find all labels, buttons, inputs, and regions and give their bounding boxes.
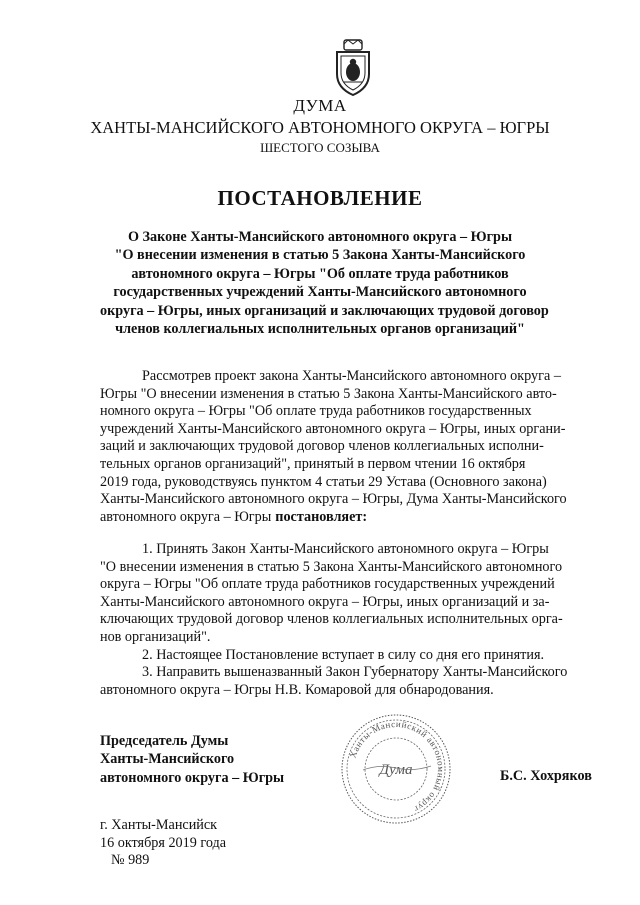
- signatory-name: Б.С. Хохряков: [500, 768, 592, 784]
- position-line: Председатель Думы: [100, 733, 229, 749]
- point-3-line: автономного округа – Югры Н.В. Комаровой для обнародования.: [100, 681, 494, 698]
- organ-name: ДУМА: [293, 96, 347, 115]
- point-2: 2. Настоящее Постановление вступает в силу со дня его принятия.: [142, 646, 545, 663]
- point-1-line: "О внесении изменения в статью 5 Закона Ханты-Мансийского автономного: [100, 558, 563, 575]
- point-1-line: 1. Принять Закон Ханты-Мансийского автономного округа – Югры: [142, 541, 549, 557]
- point-1-line: Ханты-Мансийского автономного округа – Югры, иных организаций и за-: [100, 593, 550, 610]
- subject-line: О Законе Ханты-Мансийского автономного округа – Югры: [127, 229, 513, 245]
- point-1-line: ключающих трудовой договор членов коллегиальных исполнительных орга-: [100, 611, 563, 628]
- resolves-keyword: постановляет:: [275, 508, 368, 525]
- document-subject: [100, 228, 549, 338]
- document-type-title: ПОСТАНОВЛЕНИЕ: [217, 186, 423, 210]
- subject-line: автономного округа – Югры "Об оплате труда работников: [131, 265, 509, 282]
- body-line: Рассмотрев проект закона Ханты-Мансийского автономного округа –: [142, 368, 561, 384]
- coat-of-arms-icon: [331, 38, 375, 98]
- body-line: Югры "О внесении изменения в статью 5 Закона Ханты-Мансийского авто-: [100, 385, 557, 402]
- point-1-line: округа – Югры "Об оплате труда работников государственных учреждений: [100, 576, 555, 593]
- body-line: номного округа – Югры "Об оплате труда работников государственных: [100, 403, 532, 420]
- subject-line: "О внесении изменения в статью 5 Закона Ханты-Мансийского: [114, 247, 526, 264]
- resolution-points: [100, 541, 604, 699]
- convocation: ШЕСТОГО СОЗЫВА: [260, 140, 380, 155]
- subject-line: государственных учреждений Ханты-Мансийского автономного: [113, 284, 527, 301]
- body-line: [100, 509, 604, 527]
- document-number: № 989: [111, 852, 150, 868]
- position-line: автономного округа – Югры: [100, 769, 285, 786]
- subject-line: членов коллегиальных исполнительных органов организаций": [115, 321, 525, 338]
- point-3-line: 3. Направить вышеназванный Закон Губернатору Ханты-Мансийского: [142, 664, 568, 681]
- place-date-number: [100, 817, 226, 870]
- seal-ring-text: Ханты-Мансийский автономный округ: [347, 718, 447, 815]
- okrug-name: ХАНТЫ-МАНСИЙСКОГО АВТОНОМНОГО ОКРУГА – ЮГРЫ: [90, 118, 550, 137]
- body-line: Ханты-Мансийского автономного округа – Югры, Дума Ханты-Мансийского: [100, 491, 567, 508]
- official-seal-stamp: [339, 712, 453, 826]
- body-line: тельных органов организаций", принятый в первом чтении 16 октября: [100, 455, 526, 472]
- date: 16 октября 2019 года: [100, 834, 227, 851]
- point-1-line: нов организаций".: [100, 628, 211, 645]
- body-line-text: автономного округа – Югры: [100, 508, 272, 525]
- position-line: Ханты-Мансийского: [100, 751, 235, 768]
- signatory-position: [100, 732, 284, 787]
- city: г. Ханты-Мансийск: [100, 817, 218, 833]
- body-line: заций и заключающих трудовой договор членов коллегиальных исполни-: [100, 438, 544, 455]
- seal-center-text: Дума: [379, 762, 413, 778]
- preamble-paragraph: [100, 368, 604, 526]
- subject-line: округа – Югры, иных организаций и заключающих трудовой договор: [100, 302, 549, 319]
- body-line: учреждений Ханты-Мансийского автономного округа – Югры, иных органи-: [100, 420, 566, 437]
- body-line: 2019 года, руководствуясь пунктом 4 статьи 29 Устава (Основного закона): [100, 473, 547, 490]
